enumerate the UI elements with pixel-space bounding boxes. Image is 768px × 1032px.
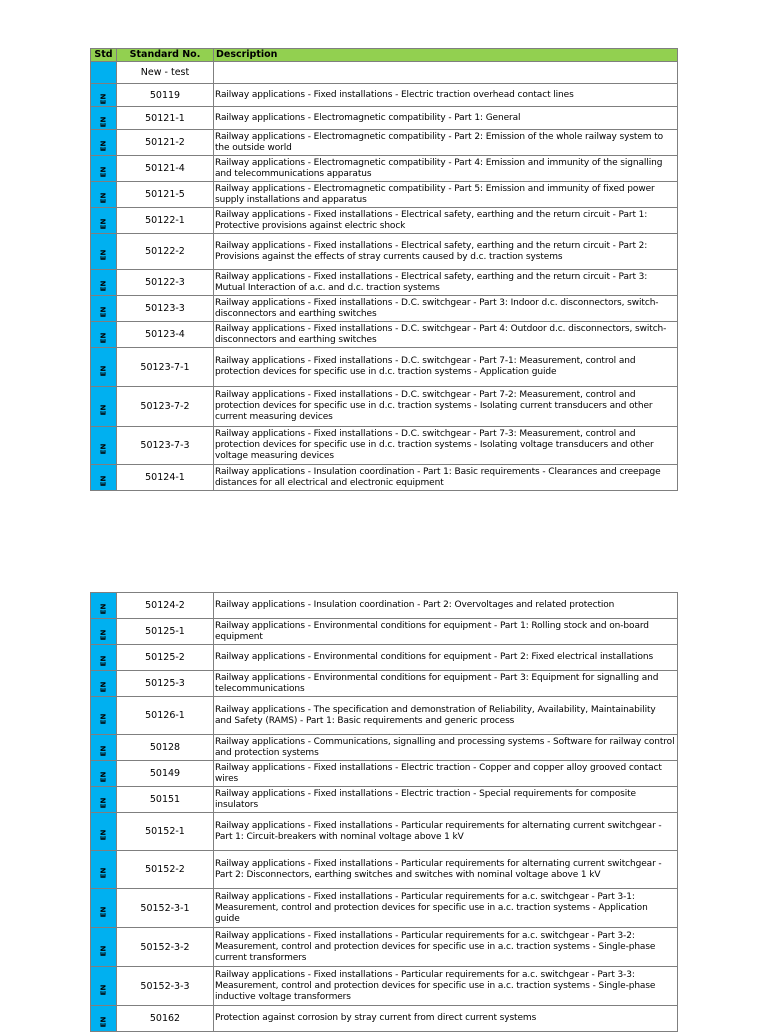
standard-number: 50123-3: [117, 296, 214, 322]
std-cell: [91, 270, 117, 296]
std-label: EN: [99, 713, 108, 725]
std-cell: [91, 84, 117, 107]
table-row: [91, 671, 678, 697]
standard-description: Railway applications - Environmental conditions for equipment - Part 3: Equipment for signalling and telecommunications: [214, 671, 678, 697]
standard-number: 50128: [117, 735, 214, 761]
std-label: EN: [99, 332, 108, 344]
header-row: [91, 49, 678, 62]
std-label: EN: [99, 280, 108, 292]
table-row: [91, 107, 678, 130]
table-row: [91, 270, 678, 296]
std-cell: [91, 761, 117, 787]
std-cell: [91, 387, 117, 427]
standard-description: Railway applications - Fixed installations - Electric traction - Special requirements for composite insulators: [214, 787, 678, 813]
std-label: EN: [99, 249, 108, 261]
standard-description: Protection against corrosion by stray current from direct current systems: [214, 1006, 678, 1032]
std-cell: [91, 619, 117, 645]
standards-table-2: [90, 592, 678, 1032]
table-row: [91, 813, 678, 851]
standard-description: Railway applications - Fixed installations - Electric traction - Copper and copper alloy grooved contact wires: [214, 761, 678, 787]
std-label: EN: [99, 404, 108, 416]
table-row: [91, 645, 678, 671]
std-cell: [91, 348, 117, 387]
description-header: Description: [214, 49, 678, 62]
std-label: EN: [99, 306, 108, 318]
std-label: EN: [99, 475, 108, 487]
standard-number: 50122-3: [117, 270, 214, 296]
std-label: EN: [99, 218, 108, 230]
std-cell: [91, 645, 117, 671]
std-cell: [91, 735, 117, 761]
std-cell: [91, 62, 117, 84]
standard-description: Railway applications - Environmental conditions for equipment - Part 1: Rolling stock and on-board equipment: [214, 619, 678, 645]
std-cell: [91, 107, 117, 130]
table-row: [91, 619, 678, 645]
table-row: [91, 889, 678, 928]
table-row: [91, 697, 678, 735]
table-row: [91, 465, 678, 491]
std-label: EN: [99, 93, 108, 104]
standard-number: 50119: [117, 84, 214, 107]
std-cell: [91, 1006, 117, 1032]
std-label: EN: [99, 681, 108, 693]
standard-number: 50124-1: [117, 465, 214, 491]
std-label: EN: [99, 140, 108, 152]
standard-number: 50149: [117, 761, 214, 787]
standard-description: Railway applications - Insulation coordination - Part 1: Basic requirements - Clearances and creepage distances for all electrical and electronic equipment: [214, 465, 678, 491]
std-cell: [91, 787, 117, 813]
table-row: [91, 208, 678, 234]
standard-description: Railway applications - Fixed installations - D.C. switchgear - Part 7-3: Measurement, control and protection devices for specific use in d.c. traction systems - Isolating voltage transducers and other voltage measuring devices: [214, 427, 678, 465]
std-label: EN: [99, 443, 108, 455]
std-label: EN: [99, 797, 108, 809]
table-row: [91, 156, 678, 182]
table-row: [91, 967, 678, 1006]
table-row: [91, 761, 678, 787]
std-label: EN: [99, 771, 108, 783]
std-label: EN: [99, 906, 108, 917]
std-cell: [91, 813, 117, 851]
std-cell: [91, 928, 117, 967]
table-row: [91, 322, 678, 348]
std-label: EN: [99, 1016, 108, 1028]
standard-number-header: Standard No.: [117, 49, 214, 62]
standard-number: 50125-1: [117, 619, 214, 645]
standard-number: 50152-2: [117, 851, 214, 889]
std-cell: [91, 322, 117, 348]
standard-number: 50124-2: [117, 593, 214, 619]
std-cell: [91, 851, 117, 889]
table-row: [91, 234, 678, 270]
table-row: [91, 62, 678, 84]
standard-description: Railway applications - The specification and demonstration of Reliability, Availability, Maintainability and Safety (RAMS) - Part 1: Basic requirements and generic process: [214, 697, 678, 735]
standard-number: 50125-3: [117, 671, 214, 697]
standards-table-1: [90, 48, 678, 491]
standard-number: 50152-3-1: [117, 889, 214, 928]
table-row: [91, 84, 678, 107]
standard-number: 50152-1: [117, 813, 214, 851]
std-cell: [91, 208, 117, 234]
table-row: [91, 787, 678, 813]
std-label: EN: [99, 166, 108, 178]
standard-number: 50151: [117, 787, 214, 813]
standard-number: 50121-2: [117, 130, 214, 156]
standard-description: Railway applications - Communications, signalling and processing systems - Software for railway control and protection systems: [214, 735, 678, 761]
std-label: EN: [99, 745, 108, 757]
standard-description: Railway applications - Fixed installations - Particular requirements for a.c. switchgear - Part 3-2: Measurement, control and protection devices for specific use in a.c. traction systems - Single-phase current transformers: [214, 928, 678, 967]
standard-number: 50122-1: [117, 208, 214, 234]
table-row: [91, 851, 678, 889]
table-row: [91, 130, 678, 156]
table-row: [91, 387, 678, 427]
standard-number: 50121-5: [117, 182, 214, 208]
std-label: EN: [99, 192, 108, 204]
std-cell: [91, 130, 117, 156]
std-header: Std: [91, 49, 117, 62]
table-body: [91, 62, 678, 491]
table-row: [91, 427, 678, 465]
std-label: EN: [99, 867, 108, 879]
standard-description: Railway applications - Fixed installations - Particular requirements for a.c. switchgear - Part 3-3: Measurement, control and protection devices for specific use in a.c. traction systems - Single-phase inductive voltage transformers: [214, 967, 678, 1006]
std-label: EN: [99, 365, 108, 376]
standard-number: 50126-1: [117, 697, 214, 735]
standard-description: Railway applications - Fixed installations - Particular requirements for alternating current switchgear - Part 2: Disconnectors, earthing switches and switches with nominal voltage above 1 kV: [214, 851, 678, 889]
standard-description: Railway applications - Fixed installations - D.C. switchgear - Part 3: Indoor d.c. disconnectors, switch-disconnectors and earthing switches: [214, 296, 678, 322]
standard-description: [214, 62, 678, 84]
std-cell: [91, 156, 117, 182]
table-row: [91, 296, 678, 322]
standard-number: 50121-1: [117, 107, 214, 130]
std-cell: [91, 697, 117, 735]
std-cell: [91, 465, 117, 491]
std-cell: [91, 671, 117, 697]
std-label: EN: [99, 829, 108, 841]
table-row: [91, 928, 678, 967]
std-label: EN: [99, 655, 108, 667]
standard-number: 50162: [117, 1006, 214, 1032]
standard-description: Railway applications - Environmental conditions for equipment - Part 2: Fixed electrical installations: [214, 645, 678, 671]
standard-number: 50123-7-3: [117, 427, 214, 465]
standard-description: Railway applications - Fixed installations - D.C. switchgear - Part 7-1: Measurement, control and protection devices for specific use in d.c. traction systems - Application guide: [214, 348, 678, 387]
standard-description: Railway applications - Fixed installations - Electrical safety, earthing and the return circuit - Part 3: Mutual Interaction of a.c. and d.c. traction systems: [214, 270, 678, 296]
standard-description: Railway applications - Fixed installations - D.C. switchgear - Part 4: Outdoor d.c. disconnectors, switch-disconnectors and earthing switches: [214, 322, 678, 348]
std-cell: [91, 182, 117, 208]
standard-number: 50123-4: [117, 322, 214, 348]
standard-description: Railway applications - Electromagnetic compatibility - Part 4: Emission and immunity of the signalling and telecommunications apparatus: [214, 156, 678, 182]
table-row: [91, 735, 678, 761]
std-cell: [91, 427, 117, 465]
standard-description: Railway applications - Fixed installations - Particular requirements for alternating current switchgear - Part 1: Circuit-breakers with nominal voltage above 1 kV: [214, 813, 678, 851]
std-cell: [91, 296, 117, 322]
standard-description: Railway applications - Fixed installations - Electrical safety, earthing and the return circuit - Part 1: Protective provisions against electric shock: [214, 208, 678, 234]
standard-description: Railway applications - Fixed installations - Electrical safety, earthing and the return circuit - Part 2: Provisions against the effects of stray currents caused by d.c. traction systems: [214, 234, 678, 270]
std-label: EN: [99, 603, 108, 615]
standard-number: 50152-3-2: [117, 928, 214, 967]
standard-description: Railway applications - Insulation coordination - Part 2: Overvoltages and related protection: [214, 593, 678, 619]
standard-number: 50123-7-1: [117, 348, 214, 387]
standard-number: 50122-2: [117, 234, 214, 270]
table-body: [91, 593, 678, 1032]
standard-number: 50123-7-2: [117, 387, 214, 427]
table-row: [91, 593, 678, 619]
table-row: [91, 1006, 678, 1032]
standard-number: 50125-2: [117, 645, 214, 671]
standard-description: Railway applications - Electromagnetic compatibility - Part 5: Emission and immunity of fixed power supply installations and apparatus: [214, 182, 678, 208]
standard-number: 50121-4: [117, 156, 214, 182]
std-cell: [91, 234, 117, 270]
std-cell: [91, 967, 117, 1006]
standard-number: 50152-3-3: [117, 967, 214, 1006]
standard-description: Railway applications - Fixed installations - D.C. switchgear - Part 7-2: Measurement, control and protection devices for specific use in d.c. traction systems - Isolating current transducers and other current measuring devices: [214, 387, 678, 427]
std-cell: [91, 889, 117, 928]
standard-description: Railway applications - Electromagnetic compatibility - Part 1: General: [214, 107, 678, 130]
standard-number: New - test: [117, 62, 214, 84]
standard-description: Railway applications - Electromagnetic compatibility - Part 2: Emission of the whole railway system to the outside world: [214, 130, 678, 156]
standard-description: Railway applications - Fixed installations - Electric traction overhead contact lines: [214, 84, 678, 107]
std-label: EN: [99, 116, 108, 127]
std-label: EN: [99, 629, 108, 641]
table-row: [91, 182, 678, 208]
std-label: EN: [99, 945, 108, 956]
std-label: EN: [99, 984, 108, 995]
table-row: [91, 348, 678, 387]
std-cell: [91, 593, 117, 619]
standard-description: Railway applications - Fixed installations - Particular requirements for a.c. switchgear - Part 3-1: Measurement, control and protection devices for specific use in a.c. traction systems - Application guide: [214, 889, 678, 928]
